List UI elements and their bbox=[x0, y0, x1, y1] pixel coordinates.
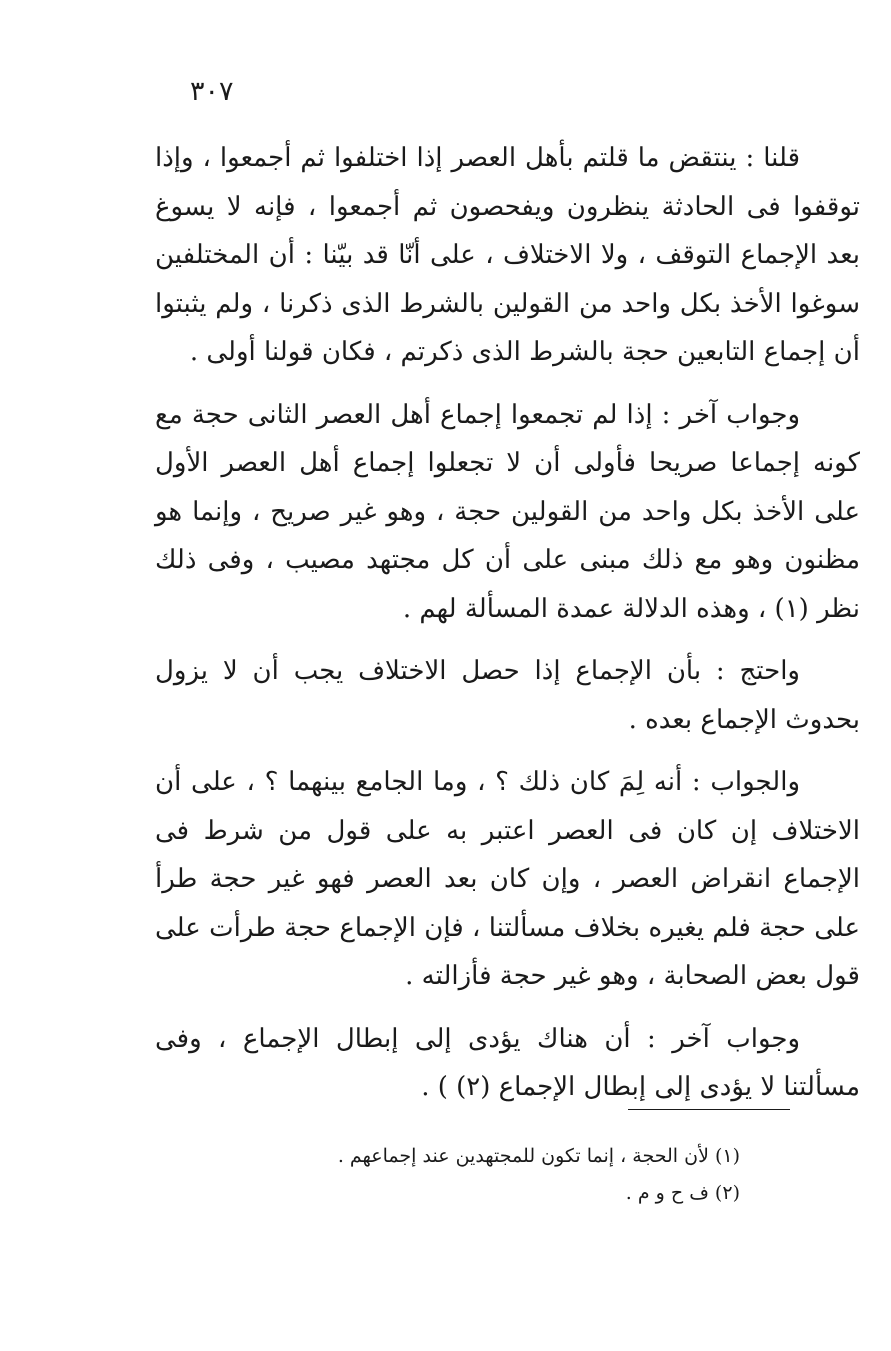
main-text bbox=[155, 134, 860, 1126]
paragraph-1: قلنا : ينتقض ما قلتم بأهل العصر إذا اختلفوا ثم أجمعوا ، وإذا توقفوا فى الحادثة ينظرون ويفحصون ثم أجمعوا ، فإنه لا يسوغ بعد الإجماع التوقف ، ولا الاختلاف ، على أنّا قد بيّنا : أن المختلفين سوغوا الأخذ بكل واحد من القولين بالشرط الذى ذكرنا ، ولم يثبتوا أن إجماع التابعين حجة بالشرط الذى ذكرتم ، فكان قولنا أولى . bbox=[155, 143, 860, 367]
page-number: ٣٠٧ bbox=[190, 76, 234, 107]
footnote-divider bbox=[628, 1109, 790, 1110]
paragraph-5: وجواب آخر : أن هناك يؤدى إلى إبطال الإجماع ، وفى مسألتنا لا يؤدى إلى إبطال الإجماع (٢) ) . bbox=[155, 1023, 860, 1102]
paragraph-2: وجواب آخر : إذا لم تجمعوا إجماع أهل العصر الثانى حجة مع كونه إجماعا صريحا فأولى أن لا تجعلوا إجماع أهل العصر الأول على الأخذ بكل واحد من القولين حجة ، وهو غير صريح ، وإنما هو مظنون وهو مع ذلك مبنى على أن كل مجتهد مصيب ، وفى ذلك نظر (١) ، وهذه الدلالة عمدة المسألة لهم . bbox=[155, 399, 860, 624]
footnote-1: (١) لأن الحجة ، إنما تكون للمجتهدين عند إجماعهم . bbox=[337, 1145, 740, 1167]
footnote-2: (٢) ف ح و م . bbox=[625, 1182, 740, 1204]
footnotes bbox=[250, 1138, 740, 1212]
paragraph-4: والجواب : أنه لِمَ كان ذلك ؟ ، وما الجامع بينهما ؟ ، على أن الاختلاف إن كان فى العصر اعتبر به على قول من شرط فى الإجماع انقراض العصر ، وإن كان بعد العصر فهو غير حجة طرأ على حجة فلم يغيره بخلاف مسألتنا ، فإن الإجماع حجة طرأت على قول بعض الصحابة ، وهو غير حجة فأزالته . bbox=[155, 767, 860, 991]
paragraph-3: واحتج : بأن الإجماع إذا حصل الاختلاف يجب أن لا يزول بحدوث الإجماع بعده . bbox=[155, 656, 860, 735]
